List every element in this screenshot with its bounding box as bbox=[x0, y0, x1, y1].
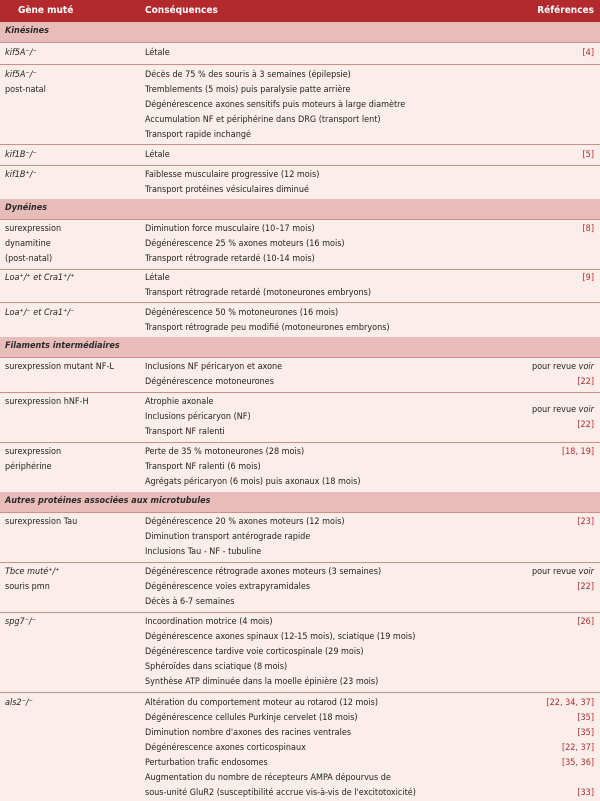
reference-cell: [18, 19] bbox=[561, 447, 594, 457]
reference-cell: [22] bbox=[577, 582, 594, 592]
consequence-line: Transport rapide inchangé bbox=[145, 130, 251, 140]
consequence-line: Accumulation NF et périphérine dans DRG (transport lent) bbox=[145, 115, 381, 125]
reference-cell: [5] bbox=[582, 150, 594, 160]
consequence-line: Dégénérescence axones spinaux (12-15 mois), sciatique (19 mois) bbox=[145, 632, 416, 642]
table-row bbox=[0, 612, 600, 692]
table-row bbox=[0, 442, 600, 492]
reference-cell: [8] bbox=[582, 224, 594, 234]
section-microtubules: Autres protéines associées aux microtubules bbox=[0, 492, 600, 512]
consequence-line: Sphéroïdes dans sciatique (8 mois) bbox=[145, 662, 288, 672]
header-references: Références bbox=[537, 5, 594, 16]
gene-cell: surexpression mutant NF-L bbox=[5, 362, 114, 372]
consequence-line: Décès de 75 % des souris à 3 semaines (épilepsie) bbox=[145, 70, 351, 80]
consequence-line: Transport NF ralenti (6 mois) bbox=[145, 462, 261, 472]
consequence-line: Inclusions péricaryon (NF) bbox=[145, 412, 251, 422]
gene-cell: kif1B⁻/⁻ bbox=[5, 150, 37, 160]
gene-cell: Loa⁺/⁻ et Cra1⁺/⁻ bbox=[5, 308, 75, 318]
table-row bbox=[0, 269, 600, 302]
consequence-line: Diminution force musculaire (10–17 mois) bbox=[145, 224, 315, 234]
consequence-line: Dégénérescence tardive voie corticospinale (29 mois) bbox=[145, 647, 364, 657]
consequence-line: Dégénérescence cellules Purkinje cervelet (18 mois) bbox=[145, 713, 358, 723]
consequence-line: Dégénérescence voies extrapyramidales bbox=[145, 582, 311, 592]
consequence-line: Tremblements (5 mois) puis paralysie patte arrière bbox=[145, 85, 351, 95]
consequence-line: Létale bbox=[145, 150, 170, 160]
gene-cell: als2⁻/⁻ bbox=[5, 698, 33, 708]
reference-cell: [22, 34, 37] bbox=[546, 698, 594, 708]
reference-cell: [9] bbox=[582, 273, 594, 283]
section-dyneines: Dynéines bbox=[0, 199, 600, 219]
consequence-line: Perturbation trafic endosomes bbox=[145, 758, 268, 768]
consequence-line: Inclusions NF péricaryon et axone bbox=[145, 362, 283, 372]
consequence-line: Dégénérescence motoneurones bbox=[145, 377, 274, 387]
gene-cell: dynamitine bbox=[5, 239, 51, 249]
consequence-line: Létale bbox=[145, 48, 170, 58]
consequence-line: Dégénérescence 25 % axones moteurs (16 mois) bbox=[145, 239, 345, 249]
table-row bbox=[0, 692, 600, 801]
reference-cell bbox=[434, 771, 594, 786]
table-row bbox=[0, 42, 600, 64]
table-row bbox=[0, 144, 600, 165]
consequence-line: Dégénérescence axones sensitifs puis moteurs à large diamètre bbox=[145, 100, 406, 110]
table-row bbox=[0, 64, 600, 144]
consequence-line: Perte de 35 % motoneurones (28 mois) bbox=[145, 447, 305, 457]
gene-cell: kif5A⁻/⁻ bbox=[5, 48, 37, 58]
consequence-line: Diminution transport antérograde rapide bbox=[145, 532, 311, 542]
reference-note: pour revue voir bbox=[531, 405, 594, 415]
header-consequences: Conséquences bbox=[145, 5, 218, 16]
consequence-line: Diminution nombre d'axones des racines ventrales bbox=[145, 728, 352, 738]
consequence-line: Dégénérescence axones corticospinaux bbox=[145, 743, 306, 753]
gene-cell: surexpression bbox=[5, 447, 62, 457]
consequence-line: Dégénérescence 20 % axones moteurs (12 mois) bbox=[145, 517, 345, 527]
table-row bbox=[0, 165, 600, 199]
consequence-line: Augmentation du nombre de récepteurs AMPA dépourvus de bbox=[145, 773, 391, 783]
reference-note: pour revue voir bbox=[531, 362, 594, 372]
gene-cell: surexpression hNF-H bbox=[5, 397, 89, 407]
reference-cell: [23] bbox=[577, 517, 594, 527]
gene-cell: Loa⁺/⁺ et Cra1⁺/⁺ bbox=[5, 273, 75, 283]
table-row bbox=[0, 512, 600, 562]
reference-cell: [26] bbox=[577, 617, 594, 627]
consequence-line: Altération du comportement moteur au rotarod (12 mois) bbox=[145, 698, 378, 708]
consequence-line: Incoordination motrice (4 mois) bbox=[145, 617, 273, 627]
gene-cell: souris pmn bbox=[5, 582, 50, 592]
table-row bbox=[0, 302, 600, 337]
reference-cell: [22] bbox=[577, 377, 594, 387]
gene-cell: (post-natal) bbox=[5, 254, 53, 264]
gene-cell: périphérine bbox=[5, 462, 52, 472]
reference-cell: [35] bbox=[577, 713, 594, 723]
consequence-line: Agrégats péricaryon (6 mois) puis axonaux (18 mois) bbox=[145, 477, 361, 487]
table-row bbox=[0, 219, 600, 269]
gene-cell: spg7⁻/⁻ bbox=[5, 617, 36, 627]
consequence-line: Transport rétrograde retardé (10-14 mois) bbox=[145, 254, 315, 264]
table-row bbox=[0, 357, 600, 392]
reference-cell: [4] bbox=[582, 48, 594, 58]
header-gene: Gène muté bbox=[18, 5, 74, 16]
gene-cell: kif5A⁻/⁻ bbox=[5, 70, 37, 80]
table-header bbox=[0, 0, 600, 22]
consequence-line: Transport rétrograde peu modifié (motoneurones embryons) bbox=[145, 323, 390, 333]
consequence-line: Transport rétrograde retardé (motoneurones embryons) bbox=[145, 288, 371, 298]
reference-cell: [35] bbox=[577, 728, 594, 738]
reference-note: pour revue voir bbox=[531, 567, 594, 577]
consequence-line: Dégénérescence 50 % motoneurones (16 mois) bbox=[145, 308, 339, 318]
gene-cell: Tbce muté⁺/⁺ bbox=[5, 567, 60, 577]
gene-cell: surexpression bbox=[5, 224, 62, 234]
gene-cell: surexpression Tau bbox=[5, 517, 78, 527]
gene-cell: post-natal bbox=[5, 85, 46, 95]
consequence-line: Dégénérescence rétrograde axones moteurs (3 semaines) bbox=[145, 567, 382, 577]
consequence-line: Transport protéines vésiculaires diminué bbox=[145, 185, 309, 195]
gene-cell: kif1B⁺/⁻ bbox=[5, 170, 37, 180]
table-row bbox=[0, 562, 600, 612]
section-filaments: Filaments intermédiaires bbox=[0, 337, 600, 357]
consequence-line: Faiblesse musculaire progressive (12 mois) bbox=[145, 170, 320, 180]
consequence-line: Décès à 6-7 semaines bbox=[145, 597, 235, 607]
section-kinesines: Kinésines bbox=[0, 22, 600, 42]
consequence-line: Atrophie axonale bbox=[145, 397, 214, 407]
reference-cell: [22, 37] bbox=[561, 743, 594, 753]
reference-cell: [33] bbox=[577, 788, 594, 798]
consequence-line: Inclusions Tau - NF - tubuline bbox=[145, 547, 262, 557]
consequence-line: Transport NF ralenti bbox=[145, 427, 225, 437]
reference-cell: [22] bbox=[577, 420, 594, 430]
reference-cell: [35, 36] bbox=[561, 758, 594, 768]
table-row bbox=[0, 392, 600, 442]
consequence-line: Létale bbox=[145, 273, 170, 283]
consequence-line: Synthèse ATP diminuée dans la moelle épinière (23 mois) bbox=[145, 677, 379, 687]
consequence-line: sous-unité GluR2 (susceptibilité accrue vis-à-vis de l'excitotoxicité) bbox=[145, 788, 416, 798]
